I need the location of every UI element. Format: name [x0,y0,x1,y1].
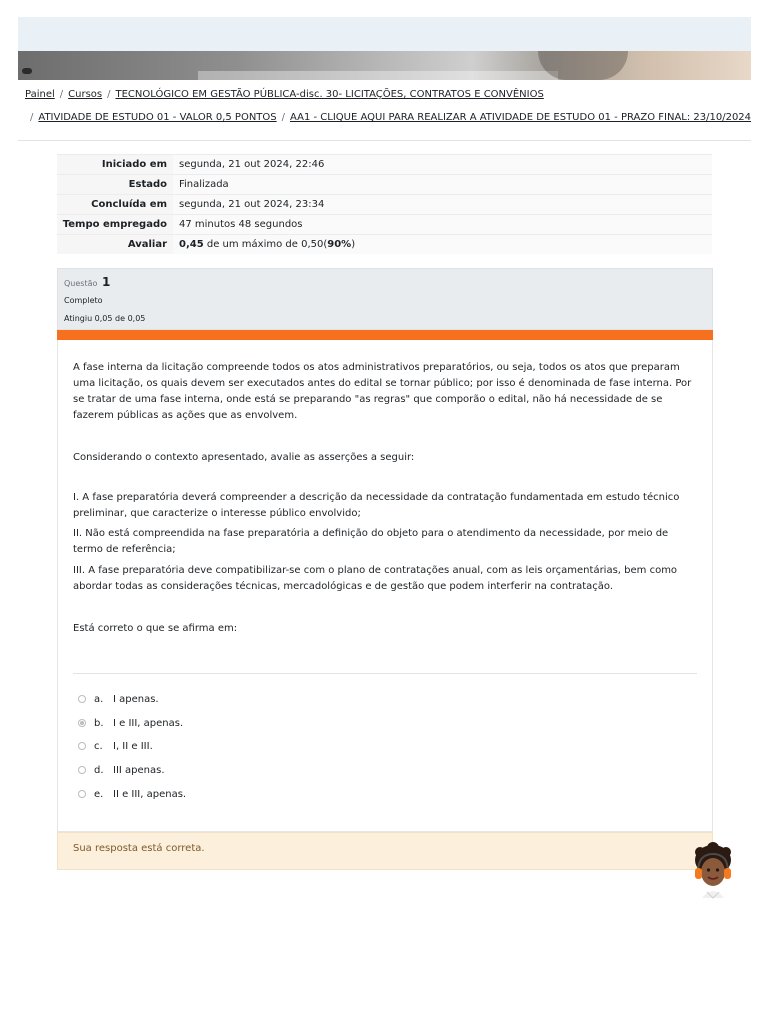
radio-button[interactable] [78,742,86,750]
option-letter: e. [94,788,104,800]
question-state: Completo [64,296,103,305]
summary-label: Tempo empregado [57,215,173,235]
radio-button[interactable] [78,695,86,703]
breadcrumb [18,80,751,141]
option-text: I e III, apenas. [113,717,184,729]
answer-option[interactable] [78,692,159,706]
summary-label: Avaliar [57,235,173,255]
grade-percent: 90% [327,239,352,250]
course-banner-image [18,51,751,80]
summary-label: Concluída em [57,195,173,215]
breadcrumb-link-course[interactable]: TECNOLÓGICO EM GESTÃO PÚBLICA-disc. 30- LICITAÇÕES, CONTRATOS E CONVÊNIOS [115,89,544,100]
question-accent-bar [57,330,713,340]
summary-label: Estado [57,175,173,195]
option-letter: a. [94,693,104,705]
breadcrumb-separator: / [107,89,111,100]
summary-value: segunda, 21 out 2024, 23:34 [173,195,712,215]
question-content [57,340,713,832]
answer-option[interactable] [78,739,153,753]
option-text: I apenas. [113,693,159,705]
breadcrumb-link-section[interactable]: ATIVIDADE DE ESTUDO 01 - VALOR 0,5 PONTOS [38,112,277,123]
grade-close: ) [351,239,356,250]
radio-button[interactable] [78,790,86,798]
answer-divider [73,673,697,674]
option-text: III apenas. [113,764,165,776]
question-number [64,275,110,289]
question-grade: Atingiu 0,05 de 0,05 [64,314,146,323]
question-paragraph: Está correto o que se afirma em: [73,623,238,634]
summary-value: 47 minutos 48 segundos [173,215,712,235]
radio-button-selected[interactable] [78,719,86,727]
question-paragraph: III. A fase preparatória deve compatibilizar-se com o plano de contratações anual, com as leis orçamentárias, bem como abordar todas as considerações técnicas, mercadológicas e de gestão que podem interferir na contratação. [73,565,678,592]
option-text: II e III, apenas. [113,788,187,800]
banner-highlight [198,71,558,80]
feedback-text: Sua resposta está correta. [73,843,205,854]
question-label: Questão [64,279,98,288]
question-paragraph: I. A fase preparatória deverá compreender a descrição da necessidade da contratação fundamentada em estudo técnico preliminar, que caracterize o interesse público envolvido; [73,492,680,519]
summary-row-started [57,155,712,175]
feedback-box [57,832,713,870]
summary-label: Iniciado em [57,155,173,175]
banner-shadow [538,51,628,80]
answer-option[interactable] [78,763,165,777]
question-paragraph: Considerando o contexto apresentado, avalie as asserções a seguir: [73,452,415,463]
question-text [73,360,699,637]
attempt-summary-table [57,154,712,254]
summary-row-time-taken [57,215,712,235]
question-number-value: 1 [101,275,111,289]
question-paragraph: A fase interna da licitação compreende todos os atos administrativos preparatórios, ou seja, todos os atos que preparam uma licitação, os quais devem ser executados antes do edital se tornar público; por isso é denominada de fase interna. Por se tratar de uma fase interna, onde está se preparando "as regras" que comporão o edital, não há necessidade de se fazerem públicas as ações que as envolvem. [73,362,692,421]
breadcrumb-link-activity[interactable]: AA1 - CLIQUE AQUI PARA REALIZAR A ATIVIDADE DE ESTUDO 01 - PRAZO FINAL: 23/10/2024 [290,112,752,123]
question-paragraph: II. Não está compreendida na fase preparatória a definição do objeto para o atendimento da necessidade, por meio de termo de referência; [73,528,669,555]
option-letter: b. [94,717,104,729]
answer-option[interactable] [78,787,186,801]
question-info-panel [57,268,713,330]
option-letter: d. [94,764,104,776]
answer-option[interactable] [78,716,183,730]
grade-max: de um máximo de 0,50( [203,239,328,250]
breadcrumb-link-painel[interactable]: Painel [25,89,55,100]
option-letter: c. [94,740,103,752]
banner-handle-icon [22,68,32,74]
option-text: I, II e III. [113,740,153,752]
summary-row-grade [57,235,712,255]
radio-button[interactable] [78,766,86,774]
grade-score: 0,45 [179,239,204,250]
summary-row-state [57,175,712,195]
top-navbar [18,17,751,51]
breadcrumb-separator: / [30,112,34,123]
summary-row-completed [57,195,712,215]
summary-value [173,235,712,255]
breadcrumb-link-cursos[interactable]: Cursos [68,89,103,100]
breadcrumb-separator: / [59,89,64,100]
summary-value: Finalizada [173,175,712,195]
chat-assistant-avatar-icon[interactable] [690,842,736,900]
summary-value: segunda, 21 out 2024, 22:46 [173,155,712,175]
breadcrumb-row-1 [25,89,544,100]
breadcrumb-separator: / [281,112,286,123]
breadcrumb-row-2 [30,112,751,123]
